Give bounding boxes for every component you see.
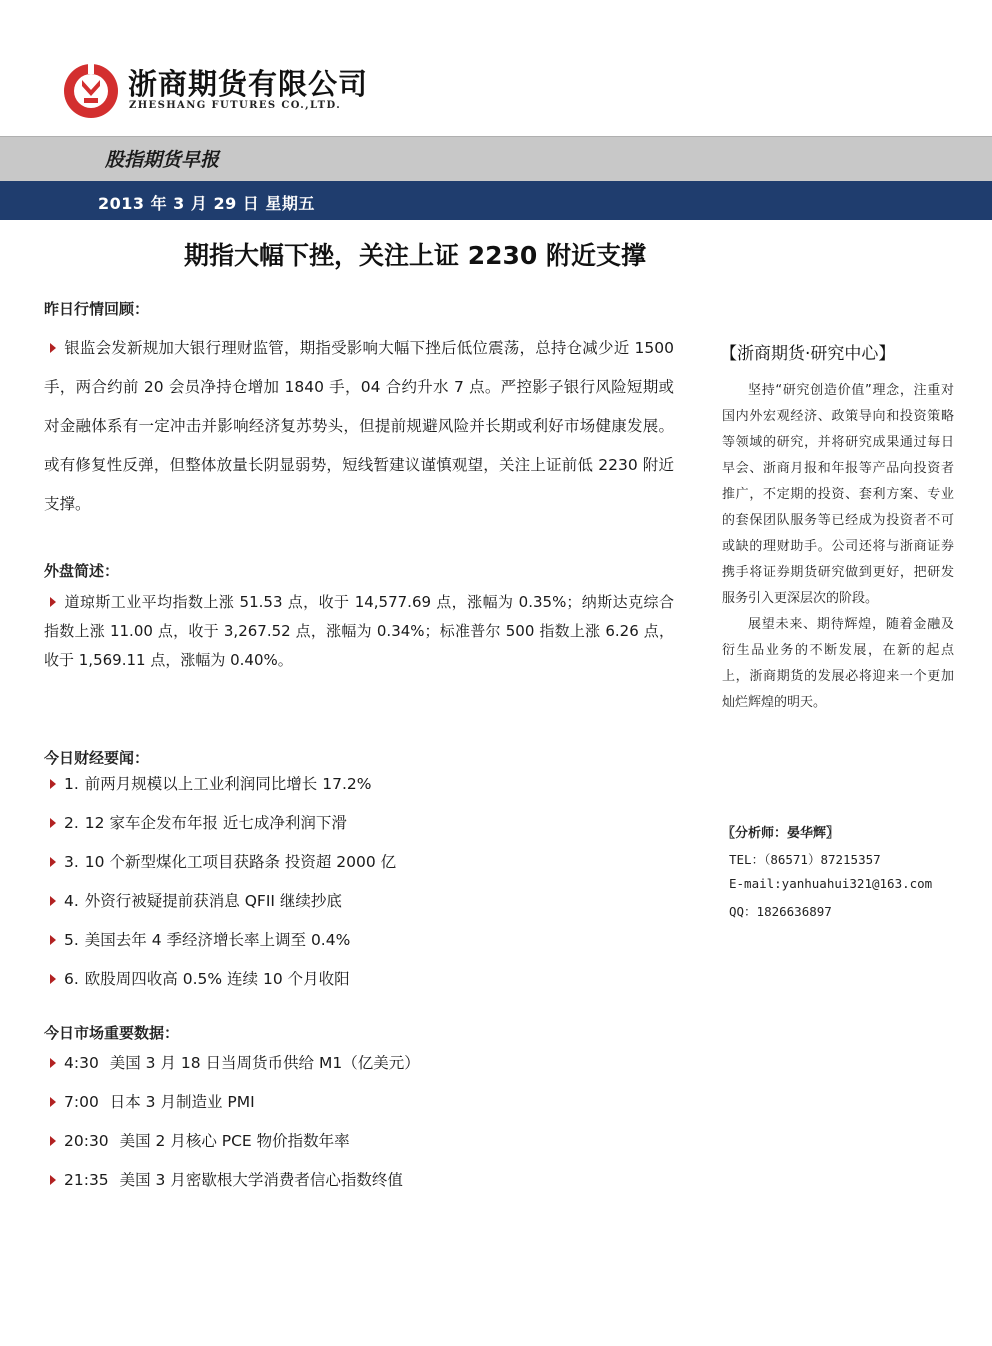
zheshang-logo-icon — [62, 62, 120, 120]
sidebar-paragraph: 坚持“研究创造价值”理念，注重对国内外宏观经济、政策导向和投资策略等领域的研究，并将研究成果通过每日早会、浙商月报和年报等产品向投资者推广，不定期的投资、套利方案、专业的套保团队服务等已经成为投资者不可或缺的理财助手。公司还将与浙商证券携手将证券期货研究做到更好，把研发服务引入更深层次的阶段。 — [722, 383, 954, 606]
bullet-icon — [50, 1058, 56, 1068]
market-data-heading: 今日市场重要数据： — [44, 1024, 180, 1042]
review-paragraph — [44, 329, 674, 524]
list-item: 5. 美国去年 4 季经济增长率上调至 0.4% — [44, 927, 684, 966]
list-item: 6. 欧股周四收高 0.5% 连续 10 个月收阳 — [44, 966, 684, 1005]
bullet-icon — [50, 818, 56, 828]
list-item: 3. 10 个新型煤化工项目获路条 投资超 2000 亿 — [44, 849, 684, 888]
list-item: 4. 外资行被疑提前获消息 QFII 继续抄底 — [44, 888, 684, 927]
report-type: 股指期货早报 — [105, 149, 220, 171]
company-name-en: ZHESHANG FUTURES CO.,LTD. — [129, 100, 342, 111]
overseas-paragraph — [44, 588, 674, 675]
analyst-qq: QQ：1826636897 — [729, 904, 832, 919]
sidebar-title: 【浙商期货·研究中心】 — [720, 344, 896, 364]
news-heading: 今日财经要闻： — [44, 749, 150, 767]
overseas-heading: 外盘简述： — [44, 562, 120, 580]
company-name-cn: 浙商期货有限公司 — [128, 67, 369, 101]
bullet-icon — [50, 1175, 56, 1185]
sidebar-body — [722, 378, 954, 716]
bullet-icon — [50, 974, 56, 984]
list-item: 1. 前两月规模以上工业利润同比增长 17.2% — [44, 771, 684, 810]
news-list — [44, 771, 684, 1005]
list-item: 7:00 日本 3 月制造业 PMI — [44, 1089, 684, 1128]
list-item: 21:35 美国 3 月密歇根大学消费者信心指数终值 — [44, 1167, 684, 1206]
review-text: 银监会发新规加大银行理财监管，期指受影响大幅下挫后低位震荡，总持仓减少近 1500 手，两合约前 20 会员净持仓增加 1840 手，04 合约升水 7 点。严控影子银行风险短期或对金融体系有一定冲击并影响经济复苏势头，但提前规避风险并长期或利好市场健康发展。或有修复性反弹，但整体放量长阴显弱势，短线暂建议谨慎观望，关注上证前低 2230 附近支撑。 — [44, 339, 674, 513]
bullet-icon — [50, 779, 56, 789]
bullet-icon — [50, 597, 56, 607]
bullet-icon — [50, 857, 56, 867]
list-item: 20:30 美国 2 月核心 PCE 物价指数年率 — [44, 1128, 684, 1167]
bullet-icon — [50, 935, 56, 945]
bullet-icon — [50, 1097, 56, 1107]
headline: 期指大幅下挫，关注上证 2230 附近支撑 — [184, 241, 646, 270]
bullet-icon — [50, 896, 56, 906]
list-item: 2. 12 家车企发布年报 近七成净利润下滑 — [44, 810, 684, 849]
market-data-list — [44, 1050, 684, 1206]
analyst-name: 〖分析师：晏华辉〗 — [722, 826, 840, 841]
analyst-tel: TEL：（86571）87215357 — [729, 852, 881, 867]
bullet-icon — [50, 343, 56, 353]
analyst-email: E-mail:yanhuahui321@163.com — [729, 876, 933, 891]
sidebar-paragraph: 展望未来、期待辉煌，随着金融及衍生品业务的不断发展，在新的起点上，浙商期货的发展必将迎来一个更加灿烂辉煌的明天。 — [722, 617, 954, 710]
overseas-text: 道琼斯工业平均指数上涨 51.53 点，收于 14,577.69 点，涨幅为 0.35%；纳斯达克综合指数上涨 11.00 点，收于 3,267.52 点，涨幅为 0.34%；标准普尔 500 指数上涨 6.26 点，收于 1,569.11 点，涨幅为 0.40%。 — [44, 593, 674, 669]
bullet-icon — [50, 1136, 56, 1146]
list-item: 4:30 美国 3 月 18 日当周货币供给 M1（亿美元） — [44, 1050, 684, 1089]
report-date: 2013 年 3 月 29 日 星期五 — [98, 194, 315, 213]
review-heading: 昨日行情回顾： — [44, 300, 150, 318]
